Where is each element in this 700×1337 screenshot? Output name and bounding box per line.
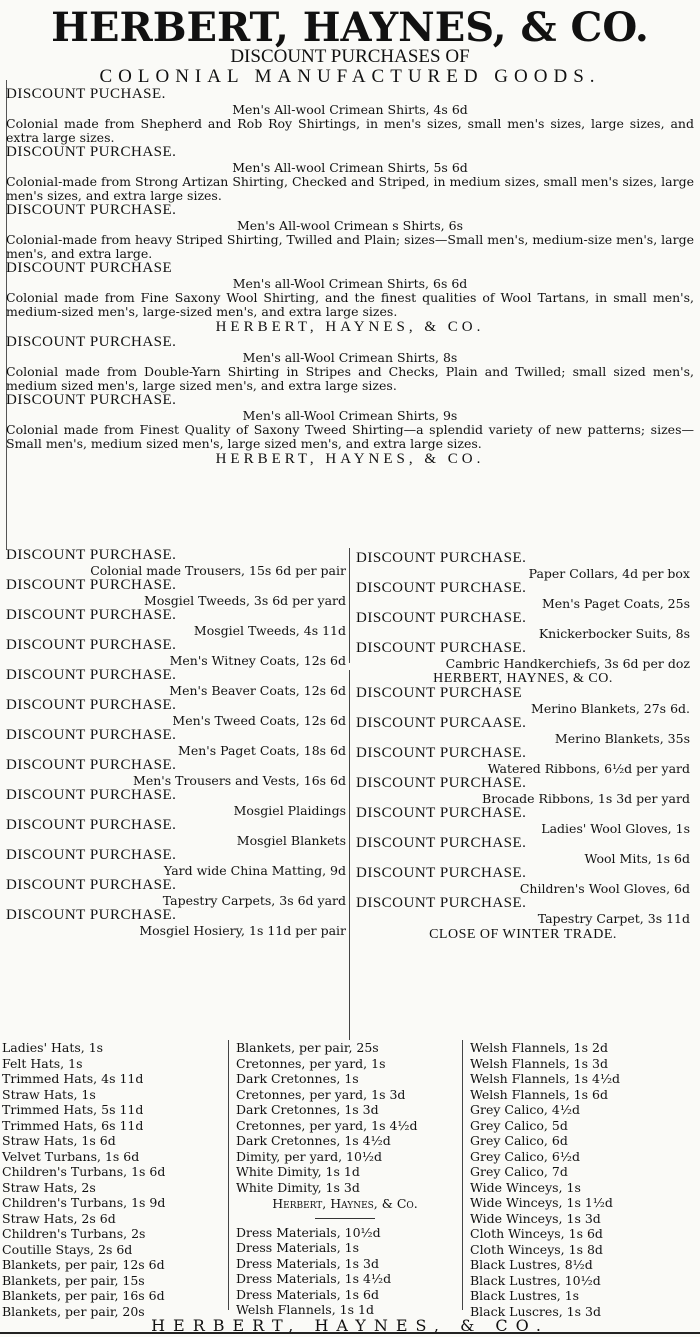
price-line: Wide Winceys, 1s [470,1179,581,1195]
column-divider [349,548,350,663]
list-item: Paper Collars, 4d per box [528,566,690,581]
list-item: Tapestry Carpet, 3s 11d [537,911,690,926]
list-heading: DISCOUNT PURCHASE. [356,895,527,911]
masthead-subtitle: DISCOUNT PURCHASES OF [230,46,470,67]
list-heading: DISCOUNT PURCHASE. [356,745,527,761]
price-line: Cretonnes, per yard, 1s [236,1055,386,1071]
price-column-3 [470,1040,698,1319]
price-line: Dark Cretonnes, 1s 4½d [236,1133,391,1148]
price-line: Trimmed Hats, 6s 11d [2,1117,144,1133]
price-column-2-upper [236,1040,454,1195]
right-listings-b [356,686,690,926]
section-heading: DISCOUNT PURCHASE. [6,334,177,350]
list-item: Tapestry Carpets, 3s 6d yard [162,893,346,908]
list-item: Watered Ribbons, 6½d per yard [487,761,690,776]
close-heading: CLOSE OF WINTER TRADE. [429,927,617,942]
list-item: Merino Blankets, 27s 6d. [531,701,690,716]
price-line: Dark Cretonnes, 1s [236,1071,359,1086]
price-line: Dark Cretonnes, 1s 3d [236,1102,379,1117]
list-item: Men's Trousers and Vests, 16s 6d [133,773,346,788]
right-column [356,551,690,942]
list-heading: DISCOUNT PURCHASE. [356,775,527,791]
section-item: Men's All-wool Crimean Shirts, 4s 6d [232,102,468,117]
price-line: White Dimity, 1s 3d [236,1179,360,1195]
column-signature: Herbert, Haynes, & Co. [272,1196,418,1211]
list-heading: DISCOUNT PURCHASE. [356,805,527,821]
price-line: Cloth Winceys, 1s 6d [470,1226,603,1241]
list-heading: DISCOUNT PURCHASE. [6,847,177,863]
list-item: Ladies' Wool Gloves, 1s [541,821,690,836]
price-line: Blankets, per pair, 25s [236,1040,379,1055]
list-heading: DISCOUNT PURCHASE. [356,610,527,626]
section-description: Colonial-made from heavy Striped Shirting, Twilled and Plain; sizes—Small men's, medium-size men's, large men's, and extra large. [6,232,694,261]
list-heading: DISCOUNT PURCHASE. [6,787,177,803]
price-line: Black Lustres, 8½d [470,1257,593,1272]
list-heading: DISCOUNT PURCHASE. [356,580,527,596]
top-section [6,4,694,467]
price-line: Welsh Flannels, 1s 1d [236,1302,374,1317]
price-column-divider-2 [462,1040,463,1310]
price-line: Dress Materials, 10½d [236,1224,381,1240]
price-column-divider-1 [228,1040,229,1310]
price-column-1 [2,1040,222,1319]
section-heading: DISCOUNT PURCHASE. [6,202,177,218]
price-line: Grey Calico, 6½d [470,1148,580,1164]
list-item: Mosgiel Tweeds, 3s 6d per yard [144,593,346,608]
section-description: Colonial made from Finest Quality of Saxony Tweed Shirting—a splendid variety of new patterns; sizes—Small men's, medium sized men's, large sized men's, and extra large sizes. [6,422,694,451]
list-item: Men's Beaver Coats, 12s 6d [169,683,346,698]
price-line: Blankets, per pair, 20s [2,1303,145,1319]
list-heading: DISCOUNT PURCHASE. [356,550,527,566]
left-column [6,548,346,938]
list-heading: DISCOUNT PURCHASE. [6,577,177,593]
price-line: Dress Materials, 1s 6d [236,1286,379,1302]
section-item: Men's all-Wool Crimean Shirts, 8s [242,350,458,365]
shirt-listings [6,87,694,319]
section-description: Colonial made from Shepherd and Rob Roy Shirtings, in men's sizes, small men's sizes, large sizes, and extra large sizes. [6,116,694,145]
list-heading: DISCOUNT PURCHASE. [6,817,177,833]
section-item: Men's all-Wool Crimean Shirts, 9s [242,408,458,423]
list-heading: DISCOUNT PURCHASE. [356,835,527,851]
list-item: Men's Witney Coats, 12s 6d [169,653,346,668]
list-item: Yard wide China Matting, 9d [163,863,346,878]
price-column-2-lower [236,1225,454,1318]
list-heading: DISCOUNT PURCHASE. [6,907,177,923]
section-heading: DISCOUNT PURCHASE. [6,392,177,408]
price-line: Grey Calico, 4½d [470,1102,580,1117]
price-line: Trimmed Hats, 5s 11d [2,1102,144,1117]
list-heading: DISCOUNT PURCHASE. [356,640,527,656]
list-heading: DISCOUNT PURCHASE. [356,865,527,881]
list-heading: DISCOUNT PURCHASE. [6,697,177,713]
list-item: Brocade Ribbons, 1s 3d per yard [482,791,690,806]
list-item: Mosgiel Hosiery, 1s 11d per pair [139,923,346,938]
price-line: Grey Calico, 6d [470,1133,568,1148]
list-item: Men's Tweed Coats, 12s 6d [172,713,346,728]
list-heading: DISCOUNT PURCHASE. [6,607,177,623]
price-line: Black Lustres, 1s [470,1288,580,1303]
price-line: Straw Hats, 1s 6d [2,1133,116,1148]
section-item: Men's All-wool Crimean s Shirts, 6s [236,218,464,233]
list-heading: DISCOUNT PURCAASE. [356,715,527,731]
list-heading: DISCOUNT PURCHASE. [6,637,177,653]
list-heading: DISCOUNT PURCHASE. [6,757,177,773]
price-column-2 [236,1040,454,1318]
list-item: Men's Paget Coats, 18s 6d [178,743,346,758]
list-item: Wool Mits, 1s 6d [584,851,690,866]
price-line: Cretonnes, per yard, 1s 3d [236,1086,406,1102]
list-item: Knickerbocker Suits, 8s [538,626,690,641]
list-item: Mosgiel Tweeds, 4s 11d [193,623,346,638]
price-line: Dress Materials, 1s 4½d [236,1271,392,1286]
price-line: Dimity, per yard, 10½d [236,1148,383,1164]
firm-divider-1: HERBERT, HAYNES, & CO. [215,319,485,335]
section-heading: DISCOUNT PURCHASE [6,260,173,276]
price-line: Blankets, per pair, 16s 6d [2,1288,165,1303]
price-line: Ladies' Hats, 1s [2,1040,104,1055]
section-heading: DISCOUNT PUCHASE. [6,86,166,102]
price-line: Welsh Flannels, 1s 4½d [470,1071,621,1086]
masthead-firm: HERBERT, HAYNES, & CO. [51,4,649,51]
list-heading: DISCOUNT PURCHASE. [6,667,177,683]
right-firm: HERBERT, HAYNES, & CO. [433,671,613,686]
price-line: Welsh Flannels, 1s 6d [470,1086,608,1102]
list-heading: DISCOUNT PURCHASE. [6,877,177,893]
price-line: Trimmed Hats, 4s 11d [2,1071,144,1086]
price-line: Children's Turbans, 1s 6d [2,1164,166,1179]
price-line: Welsh Flannels, 1s 3d [470,1055,608,1071]
section-item: Men's All-wool Crimean Shirts, 5s 6d [232,160,468,175]
price-line: Children's Turbans, 2s [2,1226,146,1241]
list-item: Colonial made Trousers, 15s 6d per pair [90,563,346,578]
section-description: Colonial-made from Strong Artizan Shirting, Checked and Striped, in medium sizes, small men's sizes, large men's sizes, and extra large sizes. [6,174,694,203]
price-line: Straw Hats, 2s [2,1179,96,1195]
price-line: Straw Hats, 1s [2,1086,96,1102]
list-item: Mosgiel Blankets [236,833,346,848]
list-item: Children's Wool Gloves, 6d [519,881,690,896]
price-line: Dress Materials, 1s 3d [236,1255,379,1271]
footer-rule [0,1332,700,1334]
price-line: Cloth Winceys, 1s 8d [470,1241,603,1257]
price-line: Wide Winceys, 1s 3d [470,1210,601,1226]
section-description: Colonial made from Fine Saxony Wool Shirting, and the finest qualities of Wool Tartans, in small men's, medium-sized men's, large-sized men's, and extra large sizes. [6,290,694,319]
price-line: Dress Materials, 1s [236,1240,360,1255]
list-heading: DISCOUNT PURCHASE. [6,727,177,743]
masthead-line: COLONIAL MANUFACTURED GOODS. [99,66,601,87]
price-line: Wide Winceys, 1s 1½d [470,1195,613,1210]
price-line: Grey Calico, 7d [470,1164,568,1179]
column-divider-lower [349,670,350,1040]
price-line: Grey Calico, 5d [470,1117,568,1133]
price-line: Felt Hats, 1s [2,1055,83,1071]
price-line: Blankets, per pair, 15s [2,1272,145,1288]
right-listings-a [356,551,690,671]
price-line: Straw Hats, 2s 6d [2,1210,116,1226]
price-line: Welsh Flannels, 1s 2d [470,1040,608,1055]
price-line: Black Lustres, 10½d [470,1272,601,1288]
section-item: Men's all-Wool Crimean Shirts, 6s 6d [232,276,468,291]
price-line: Children's Turbans, 1s 9d [2,1195,166,1210]
footer-firm: HERBERT, HAYNES, & CO. [151,1316,549,1335]
price-line: Blankets, per pair, 12s 6d [2,1257,165,1272]
list-item: Mosgiel Plaidings [233,803,346,818]
list-heading: DISCOUNT PURCHASE. [6,547,177,563]
section-heading: DISCOUNT PURCHASE. [6,144,177,160]
price-line: White Dimity, 1s 1d [236,1164,360,1179]
firm-divider-2: HERBERT, HAYNES, & CO. [215,451,485,467]
list-item: Men's Paget Coats, 25s [541,596,690,611]
bottom-price-list [2,1040,698,1319]
shirt-listings-2 [6,335,694,451]
price-line: Velvet Turbans, 1s 6d [2,1148,140,1164]
list-item: Merino Blankets, 35s [554,731,690,746]
price-line: Cretonnes, per yard, 1s 4½d [236,1117,418,1133]
price-line: Black Luscres, 1s 3d [470,1303,601,1319]
signature-rule [315,1218,375,1219]
price-line: Coutille Stays, 2s 6d [2,1241,133,1257]
list-item: Cambric Handkerchiefs, 3s 6d per doz [445,656,690,671]
list-heading: DISCOUNT PURCHASE [356,685,523,701]
section-description: Colonial made from Double-Yarn Shirting in Stripes and Checks, Plain and Twilled; small sized men's, medium sized men's, large sized men's, and extra large sizes. [6,364,694,393]
